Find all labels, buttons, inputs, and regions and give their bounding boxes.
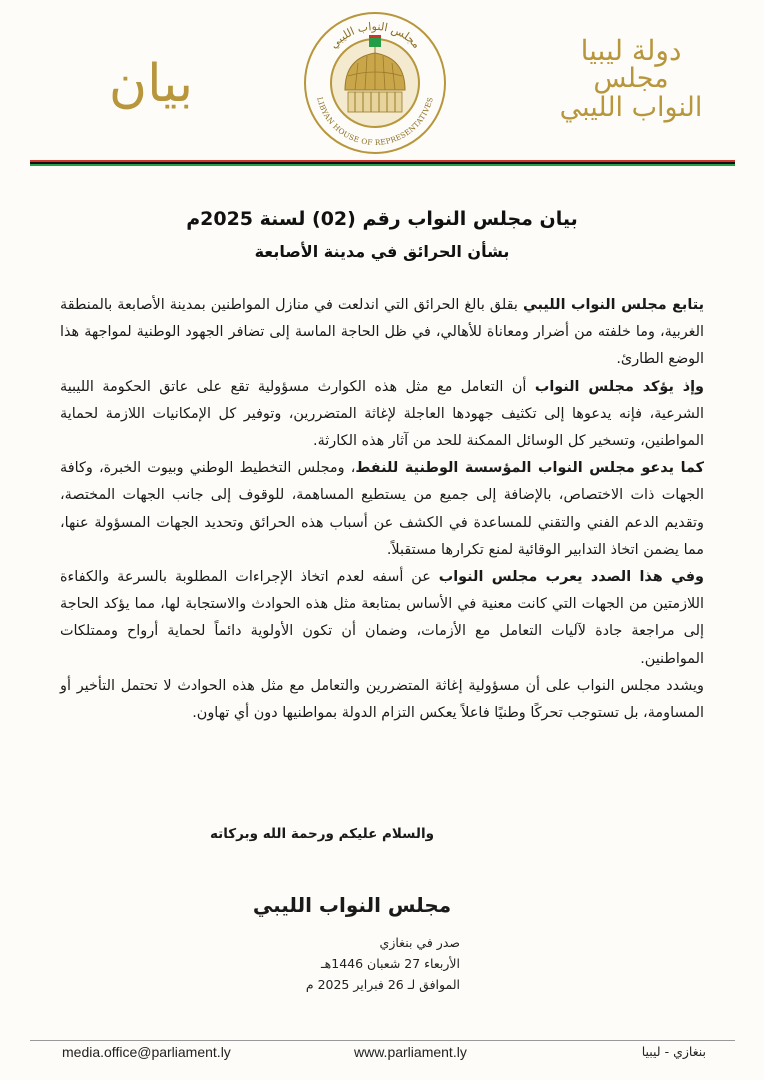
paragraph-lead: يتابع مجلس النواب الليبي xyxy=(522,297,704,313)
paragraph-2 xyxy=(60,374,704,456)
footer-website-link[interactable]: www.parliament.ly xyxy=(354,1044,467,1060)
issue-hijri-date: الأربعاء 27 شعبان 1446هـ xyxy=(320,956,460,971)
parliament-emblem-icon xyxy=(300,8,450,158)
state-line-2: مجلس النواب الليبي xyxy=(559,63,703,123)
paragraph-1 xyxy=(60,292,704,374)
statement-body xyxy=(60,292,704,727)
closing-greeting: والسلام عليكم ورحمة الله وبركاته xyxy=(209,826,434,842)
footer-email-link[interactable]: media.office@parliament.ly xyxy=(62,1044,231,1060)
paragraph-lead: كما يدعو مجلس النواب المؤسسة الوطنية للنفط xyxy=(355,460,705,477)
issue-gregorian-date: الموافق لـ 26 فبراير 2025 م xyxy=(305,977,460,992)
footer xyxy=(0,1044,764,1068)
emblem-arabic-text: مجلس النواب الليبي xyxy=(327,19,423,51)
paragraph-text: ، ومجلس التخطيط الوطني وبيوت الخبرة، وكافة الجهات ذات الاختصاص، بالإضافة إلى جميع من يستطيع المساهمة، للوقوف إلى جانب الجهات المختصة، وتقديم الدعم الفني والتقني للمساعدة في الكشف عن أسباب هذه الحرائق وتحديد الجهات المسؤولة عنها، مما يضمن اتخاذ التدابير الوقائية لمنع تكرارها مستقبلاً. xyxy=(60,460,704,558)
paragraph-lead: وفي هذا الصدد يعرب مجلس النواب xyxy=(438,569,704,586)
paragraph-text: بقلق بالغ الحرائق التي اندلعت في منازل المواطنين بمدينة الأصابعة بالمنطقة الغربية، وما خلفته من أضرار ومعاناة للأهالي، في ظل الحاجة الماسة إلى تضافر الجهود الوطنية لمواجهة هذا الوضع الطارئ. xyxy=(60,297,704,368)
statement-subtitle: بشأن الحرائق في مدينة الأصابعة xyxy=(254,242,510,261)
paragraph-text: أن التعامل مع مثل هذه الكوارث مسؤولية تقع على عاتق الحكومة الليبية الشرعية، فإنه يدعوها إلى تكثيف جهودها العاجلة لإغاثة المتضررين، وتوفير كل الإمكانيات اللازمة لحماية المواطنين، وتسخير كل الوسائل الممكنة للحد من آثار هذه الكارثة. xyxy=(60,378,704,450)
paragraph-lead: وإذ يؤكد مجلس النواب xyxy=(534,378,704,395)
state-calligraphy xyxy=(556,36,706,122)
paragraph-5: ويشدد مجلس النواب على أن مسؤولية إغاثة المتضررين والتعامل مع مثل هذه الحوادث لا تحتمل التأخير أو المساومة، بل تستوجب تحركًا وطنيًا فاعلاً يعكس التزام الدولة بمواطنيها دون أي تهاون. xyxy=(60,677,704,722)
signature-block: مجلس النواب الليبي xyxy=(252,893,452,917)
letterhead xyxy=(0,0,764,160)
paragraph-text: عن أسفه لعدم اتخاذ الإجراءات المطلوبة بالسرعة والكفاءة اللازمتين من الجهات التي كانت معنية في الأساس بمتابعة مثل هذه الحوادث والاستجابة لها، مما يؤكد الحاجة إلى مراجعة جادة لآليات التعامل مع الأزمات، وضمان أن تكون الأولوية دائماً لحماية أرواح وممتلكات المواطنين. xyxy=(60,569,704,667)
statement-title: بيان مجلس النواب رقم (02) لسنة 2025م xyxy=(186,208,578,230)
state-line-1: دولة ليبيا xyxy=(580,34,682,67)
issue-place: صدر في بنغازي xyxy=(379,935,460,950)
issue-info xyxy=(160,932,460,995)
paragraph-4 xyxy=(60,564,704,673)
statement-calligraphy: بيان xyxy=(108,54,194,114)
emblem-english-text: LIBYAN HOUSE OF REPRESENTATIVES xyxy=(315,96,435,148)
footer-divider xyxy=(30,1040,735,1041)
flag-stripe-divider xyxy=(30,160,735,166)
footer-location: بنغازي - ليبيا xyxy=(641,1044,706,1059)
paragraph-3 xyxy=(60,455,704,564)
